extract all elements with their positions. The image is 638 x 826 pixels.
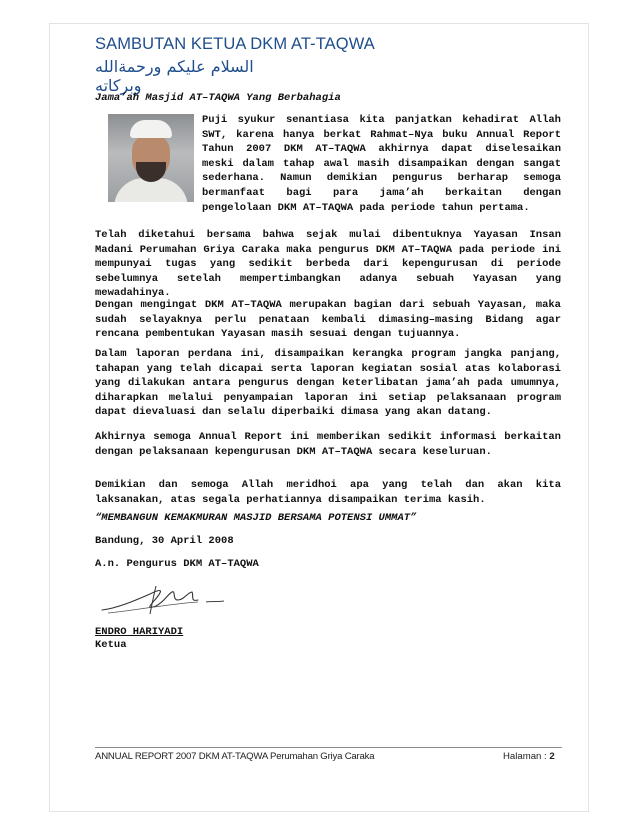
signer-name: ENDRO HARIYADI	[95, 626, 184, 638]
body-paragraph-5: Demikian dan semoga Allah meridhoi apa yang telah dan akan kita laksanakan, atas segala perhatiannya disampaikan terima kasih.	[95, 479, 561, 506]
body-paragraph-4: Akhirnya semoga Annual Report ini memberikan sedikit informasi berkaitan dengan pelaksanaan kepengurusan DKM AT–TAQWA secara keseluruan.	[95, 431, 561, 458]
on-behalf-line: A.n. Pengurus DKM AT–TAQWA	[95, 558, 259, 570]
page-title: SAMBUTAN KETUA DKM AT-TAQWA	[95, 35, 375, 53]
page-label: Halaman :	[503, 751, 547, 762]
date-line: Bandung, 30 April 2008	[95, 535, 234, 547]
intro-paragraph: Puji syukur senantiasa kita panjatkan kehadirat Allah SWT, karena hanya berkat Rahmat–Nya buku Annual Report Tahun 2007 DKM AT–TAQWA akhirnya dapat diselesaikan meski dalam tahap awal masih disampaikan dengan sangat sederhana. Namun demikian pengurus berharap semoga bermanfaat bagi para jama’ah berkaitan dengan pengelolaan DKM AT–TAQWA pada periode tahun pertama.	[202, 114, 561, 214]
chairman-photo	[108, 114, 194, 202]
body-paragraph-1: Telah diketahui bersama bahwa sejak mulai dibentuknya Yayasan Insan Madani Perumahan Griya Caraka maka pengurus DKM AT–TAQWA pada periode ini mempunyai tugas yang sedikit berbeda dari kepengurusan di periode sebelumnya setelah mempertimbangkan adanya sebuah Yayasan yang mewadahinya.	[95, 229, 561, 300]
body-paragraph-2: Dengan mengingat DKM AT–TAQWA merupakan bagian dari sebuah Yayasan, maka sudah selayaknya perlu penataan kembali dimasing–masing Bidang agar rencana pembentukan Yayasan masih sesuai dengan tujuannya.	[95, 299, 561, 341]
signer-role: Ketua	[95, 639, 127, 651]
motto: “MEMBANGUN KEMAKMURAN MASJID BERSAMA POTENSI UMMAT”	[95, 512, 417, 524]
greeting-line: Jama’ah Masjid AT–TAQWA Yang Berbahagia	[95, 92, 341, 104]
body-paragraph-3: Dalam laporan perdana ini, disampaikan kerangka program jangka panjang, tahapan yang telah dicapai serta laporan kegiatan sosial atas kolaborasi yang dilakukan antara pengurus dengan keterlibatan jama’ah pada umumnya, diharapkan melalui penyampaian laporan ini setiap pelaksanaan program dapat dievaluasi dan selalu diperbaiki dimasa yang akan datang.	[95, 348, 561, 419]
page-number: 2	[549, 751, 555, 762]
footer-divider	[95, 747, 562, 748]
footer-report-title: ANNUAL REPORT 2007 DKM AT-TAQWA Perumahan Griya Caraka	[95, 751, 375, 762]
footer-page-indicator	[503, 751, 555, 762]
arabic-greeting: السلام عليكم ورحمةالله وبركاته	[95, 57, 254, 95]
signature-image	[98, 580, 238, 620]
